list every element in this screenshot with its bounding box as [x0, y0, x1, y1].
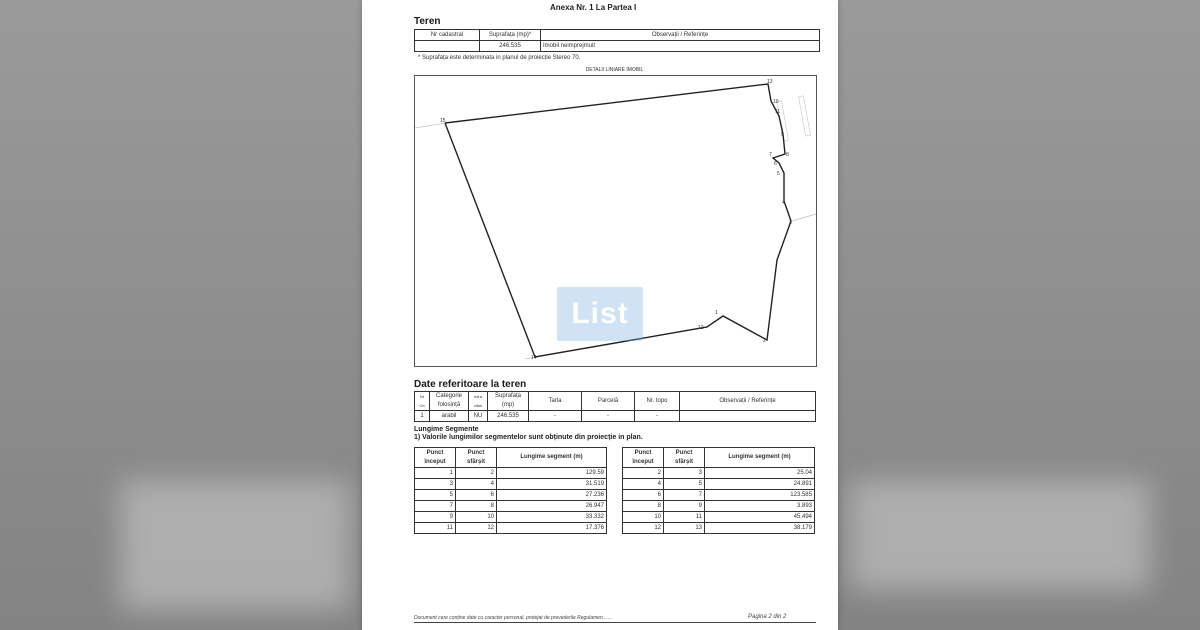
point-label: 9: [781, 132, 784, 138]
point-label: 1: [715, 310, 718, 316]
segment-row: [623, 523, 815, 534]
point-label: 8: [786, 152, 789, 158]
point-label: 2: [763, 338, 766, 344]
segment-point: 1: [415, 468, 456, 479]
date-ref-header: Suprafața (mp): [488, 392, 529, 411]
teren-table: [414, 29, 820, 52]
segment-row: [623, 501, 815, 512]
point-label: 11: [775, 109, 781, 115]
date-ref-cell: 246.535: [488, 411, 529, 422]
teren-note: * Suprafața este determinata in planul de proiecție Stereo 70.: [418, 55, 581, 61]
date-ref-header: Observații / Referințe: [680, 392, 816, 411]
segments-header: Punct sfârșit: [664, 448, 705, 468]
teren-cell-suprafata: 246.535: [480, 41, 541, 52]
segment-row: [623, 512, 815, 523]
segment-length: 17.376: [497, 523, 607, 534]
segment-point: 4: [623, 479, 664, 490]
segment-point: 4: [456, 479, 497, 490]
point-label: 7: [769, 152, 772, 158]
teren-cell-observatii: Imobil neimprejmuit: [541, 41, 820, 52]
document-page: [362, 0, 838, 630]
segments-left-body: [415, 468, 607, 534]
point-label: 13: [767, 79, 773, 85]
date-ref-header: Nr. topo: [635, 392, 680, 411]
point-label: 10: [773, 99, 779, 105]
annex-title: Anexa Nr. 1 La Partea I: [550, 3, 637, 12]
segment-length: 45.494: [705, 512, 815, 523]
segment-length: 31.519: [497, 479, 607, 490]
segment-row: [415, 523, 607, 534]
segments-header: Lungime segment (m): [497, 448, 607, 468]
teren-header-suprafata: Suprafața (mp)*: [480, 30, 541, 41]
date-ref-cell: -: [635, 411, 680, 422]
segment-point: 12: [623, 523, 664, 534]
segment-point: 3: [415, 479, 456, 490]
teren-header-observatii: Observații / Referințe: [541, 30, 820, 41]
footer-disclaimer: Document care conține date cu caracter personal, protejat de prevederile Regulamen... ...: [414, 615, 613, 621]
point-label: 5: [777, 171, 780, 177]
segment-point: 9: [415, 512, 456, 523]
point-label: 3: [789, 220, 792, 226]
segment-row: [623, 490, 815, 501]
background-blur-right: [850, 480, 1150, 590]
segment-point: 6: [623, 490, 664, 501]
segment-length: 129.59: [497, 468, 607, 479]
segment-point: 8: [456, 501, 497, 512]
segment-row: [415, 479, 607, 490]
point-label: 4: [782, 200, 785, 206]
segments-header: Punct început: [623, 448, 664, 468]
segment-length: 38.179: [705, 523, 815, 534]
point-label: 15: [440, 118, 446, 124]
footer-rule: [414, 622, 816, 623]
segment-point: 5: [415, 490, 456, 501]
teren-cell-cadastral: [415, 41, 480, 52]
point-label: 12: [698, 325, 704, 331]
date-ref-cell: 1: [415, 411, 430, 422]
point-label: 14: [531, 355, 537, 361]
segment-row: [415, 490, 607, 501]
segment-length: 27.236: [497, 490, 607, 501]
segments-header: Punct sfârșit: [456, 448, 497, 468]
segments-header: Lungime segment (m): [705, 448, 815, 468]
segments-right-body: [623, 468, 815, 534]
segment-point: 9: [664, 501, 705, 512]
date-ref-header: Parcelă: [582, 392, 635, 411]
lungime-subtitle: 1) Valorile lungimilor segmentelor sunt obținute din proiecție in plan.: [414, 434, 643, 441]
point-label: 6: [774, 161, 777, 167]
segment-point: 7: [664, 490, 705, 501]
segment-point: 3: [664, 468, 705, 479]
segment-point: 10: [623, 512, 664, 523]
segment-row: [415, 512, 607, 523]
segment-point: 6: [456, 490, 497, 501]
teren-header-cadastral: Nr cadastral: [415, 30, 480, 41]
teren-title: Teren: [414, 16, 441, 27]
date-ref-cell: -: [529, 411, 582, 422]
segment-length: 26.947: [497, 501, 607, 512]
date-ref-header: Tarla: [529, 392, 582, 411]
segment-point: 2: [456, 468, 497, 479]
segment-point: 10: [456, 512, 497, 523]
segment-row: [623, 479, 815, 490]
date-ref-cell: [680, 411, 816, 422]
date-ref-table: [414, 391, 816, 422]
footer-page-number: Pagina 2 din 2: [748, 614, 787, 620]
segment-point: 13: [664, 523, 705, 534]
segment-length: 24.891: [705, 479, 815, 490]
segment-point: 12: [456, 523, 497, 534]
segments-table-right: [622, 447, 815, 534]
segment-length: 3.893: [705, 501, 815, 512]
segment-row: [415, 468, 607, 479]
segment-length: 33.332: [497, 512, 607, 523]
segment-point: 11: [415, 523, 456, 534]
date-ref-cell: NU: [469, 411, 488, 422]
date-ref-cell: arabil: [430, 411, 469, 422]
segment-row: [623, 468, 815, 479]
segment-point: 8: [623, 501, 664, 512]
background-blur-left: [120, 480, 350, 610]
segment-point: 11: [664, 512, 705, 523]
drawing-title: DETALII LINIARE IMOBIL: [585, 67, 644, 73]
date-ref-cell: -: [582, 411, 635, 422]
date-ref-title: Date referitoare la teren: [414, 379, 527, 390]
date-ref-header: Intra vilan: [469, 392, 488, 411]
segment-length: 123.585: [705, 490, 815, 501]
segment-length: 25.04: [705, 468, 815, 479]
lungime-title: Lungime Segmente: [414, 426, 479, 433]
segment-point: 7: [415, 501, 456, 512]
date-ref-header: Nr Crt: [415, 392, 430, 411]
segment-point: 2: [623, 468, 664, 479]
segment-row: [415, 501, 607, 512]
date-ref-header: Categorie folosință: [430, 392, 469, 411]
list-watermark-logo: List: [557, 287, 643, 341]
segments-header: Punct început: [415, 448, 456, 468]
segment-point: 5: [664, 479, 705, 490]
segments-table-left: [414, 447, 607, 534]
